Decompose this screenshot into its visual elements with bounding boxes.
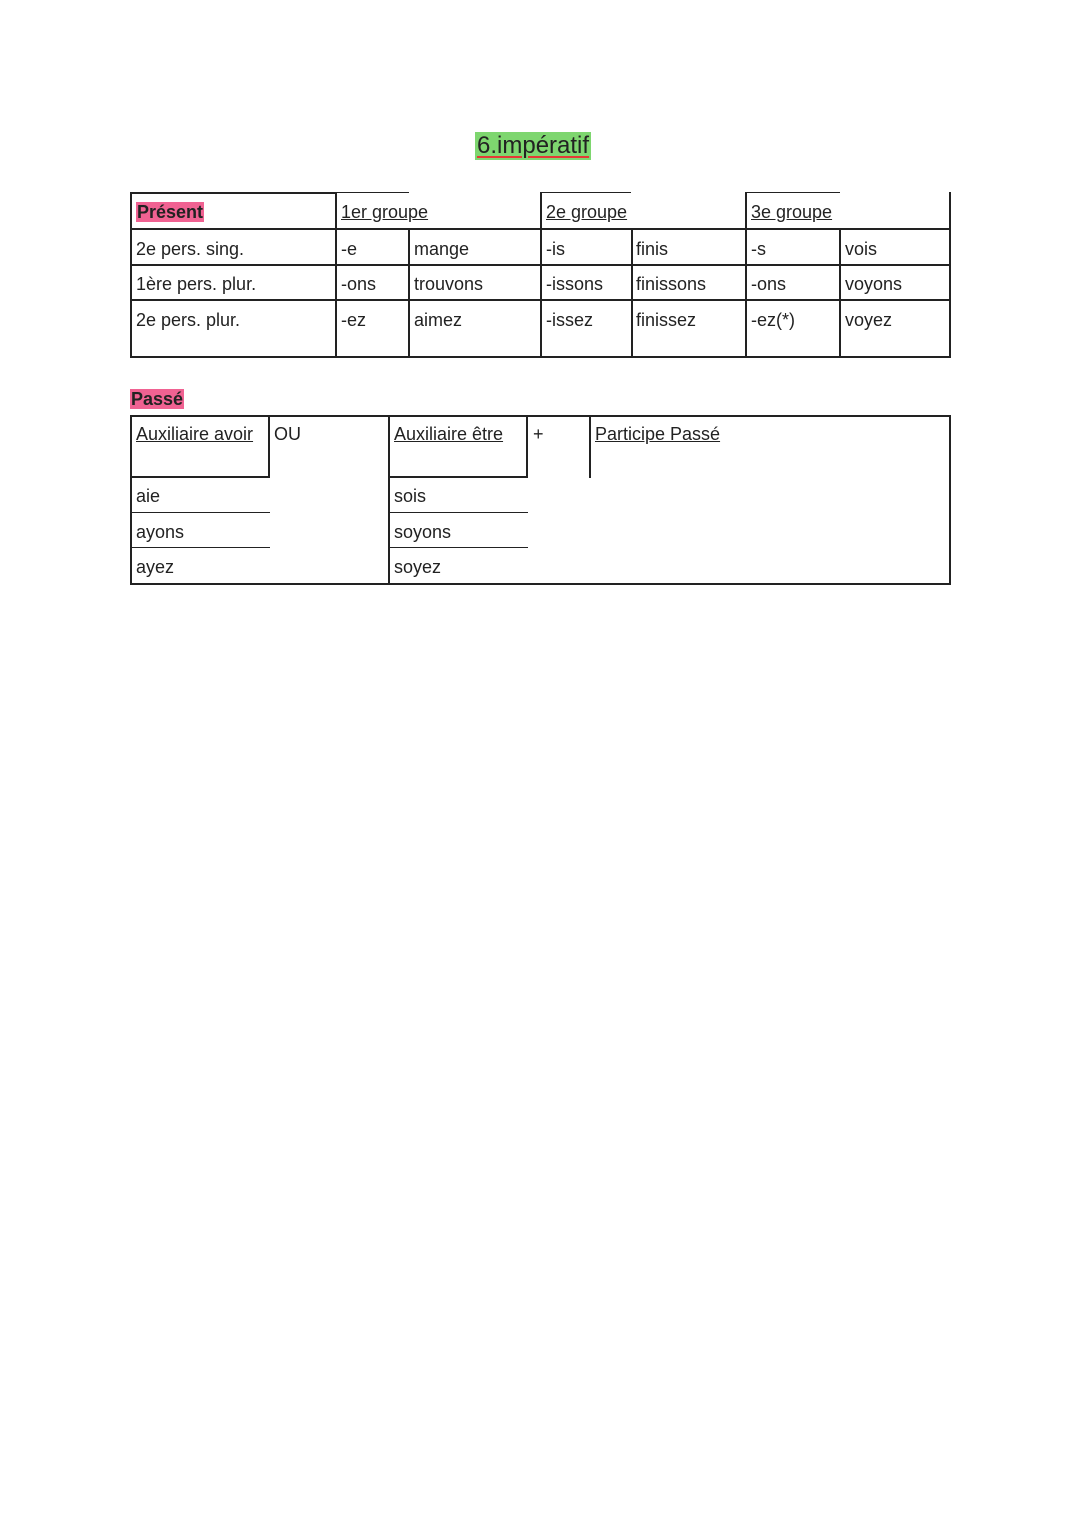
example-cell: vois: [845, 239, 878, 259]
ending-cell: -ez: [341, 310, 367, 330]
group-3-header: 3e groupe: [751, 202, 833, 222]
example-cell: voyons: [845, 274, 903, 294]
ending-cell: -is: [546, 239, 565, 259]
person-label: 2e pers. plur.: [136, 310, 241, 330]
example-cell: finissons: [636, 274, 707, 294]
avoir-form: aie: [136, 486, 161, 506]
example-cell: trouvons: [414, 274, 484, 294]
etre-form: sois: [394, 486, 427, 506]
person-label: 2e pers. sing.: [136, 239, 245, 259]
example-cell: finissez: [636, 310, 697, 330]
page-title: 6.impératif: [477, 132, 590, 159]
example-cell: voyez: [845, 310, 893, 330]
group-2-header: 2e groupe: [546, 202, 628, 222]
aux-avoir-header: Auxiliaire avoir: [136, 424, 254, 444]
avoir-form: ayez: [136, 557, 175, 577]
aux-etre-header: Auxiliaire être: [394, 424, 504, 444]
participe-header: Participe Passé: [595, 424, 721, 444]
ending-cell: -issons: [546, 274, 604, 294]
ending-cell: -ez(*): [751, 310, 795, 330]
ending-cell: -issez: [546, 310, 594, 330]
example-cell: mange: [414, 239, 470, 259]
ending-cell: -ons: [341, 274, 377, 294]
person-label: 1ère pers. plur.: [136, 274, 257, 294]
example-cell: aimez: [414, 310, 463, 330]
ending-cell: -s: [751, 239, 766, 259]
ending-cell: -e: [341, 239, 358, 259]
avoir-form: ayons: [136, 522, 185, 542]
passe-label: Passé: [131, 389, 184, 409]
group-1-header: 1er groupe: [341, 202, 429, 222]
etre-form: soyez: [394, 557, 442, 577]
etre-form: soyons: [394, 522, 452, 542]
present-label: Présent: [137, 202, 204, 222]
example-cell: finis: [636, 239, 669, 259]
plus-sign: +: [533, 424, 544, 444]
ending-cell: -ons: [751, 274, 787, 294]
ou-label: OU: [274, 424, 301, 444]
